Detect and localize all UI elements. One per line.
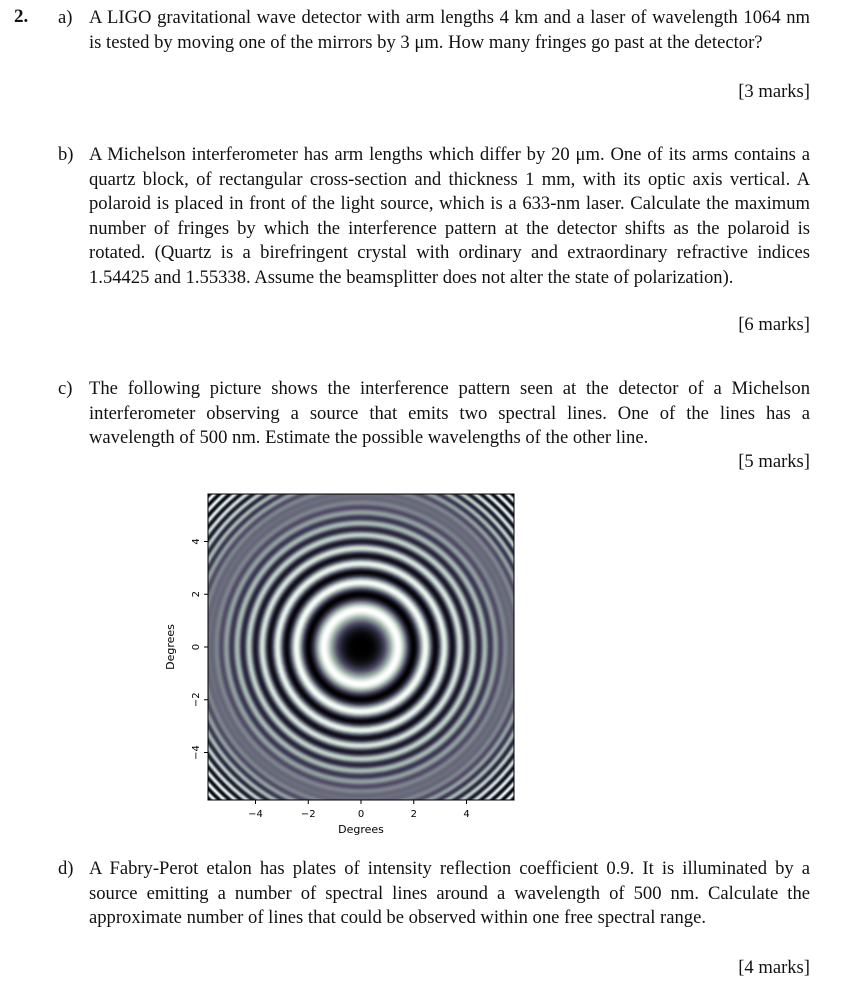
x-tick-label: 0 <box>357 809 365 820</box>
part-d-text: A Fabry-Perot etalon has plates of intensity reflection coefficient 0.9. It is illuminated by a source emitting a number of spectral lines around a wavelength of 500 nm. Calculate the approximate number of lines that could be observed within one free spectral range. <box>89 858 810 928</box>
part-c-text: The following picture shows the interference pattern seen at the detector of a Michelson interferometer observing a source that emits two spectral lines. One of the lines has a wavelength of 500 nm. Estimate the possible wavelengths of the other line. <box>89 378 810 448</box>
part-b-text: A Michelson interferometer has arm lengths which differ by 20 μm. One of its arms contains a quartz block, of rectangular cross-section and thickness 1 mm, with its optic axis vertical. A polaroid is placed in front of the light source, which is a 633-nm laser. Calculate the maximum number of fringes by which the interference pattern at the detector shifts as the polaroid is rotated. (Quartz is a birefringent crystal with ordinary and extraordinary refractive indices 1.54425 and 1.55338. Assume the beamsplitter does not alter the state of polarization). <box>89 144 810 288</box>
part-a-label: a) <box>58 7 73 28</box>
y-tick-label: 0 <box>191 643 202 651</box>
y-tick-label: −2 <box>191 692 202 708</box>
y-tick-label: −4 <box>191 745 202 760</box>
y-tick-label: 4 <box>191 538 202 545</box>
part-d-label: d) <box>58 858 74 879</box>
x-tick-label: −2 <box>300 809 316 820</box>
y-axis-label: Degrees <box>164 624 177 670</box>
part-b-label: b) <box>58 144 74 165</box>
part-a-marks: [3 marks] <box>738 81 810 102</box>
y-tick-label: 2 <box>191 591 202 598</box>
x-axis-label: Degrees <box>338 823 384 836</box>
part-d-marks: [4 marks] <box>738 957 810 978</box>
x-tick-label: 4 <box>463 809 470 820</box>
x-tick-label: 2 <box>410 809 417 820</box>
part-b <box>58 143 810 290</box>
part-a-text: A LIGO gravitational wave detector with arm lengths 4 km and a laser of wavelength 1064 nm is tested by moving one of the mirrors by 3 μm. How many fringes go past at the detector? <box>89 7 810 53</box>
part-c <box>58 377 810 451</box>
part-c-label: c) <box>58 378 73 399</box>
part-b-marks: [6 marks] <box>738 314 810 335</box>
part-d <box>58 857 810 931</box>
fringe-rings <box>160 488 530 843</box>
part-a <box>58 6 810 55</box>
question-number: 2. <box>14 6 29 27</box>
interference-pattern-figure <box>160 488 530 843</box>
x-tick-label: −4 <box>248 809 263 820</box>
part-c-marks: [5 marks] <box>738 451 810 472</box>
